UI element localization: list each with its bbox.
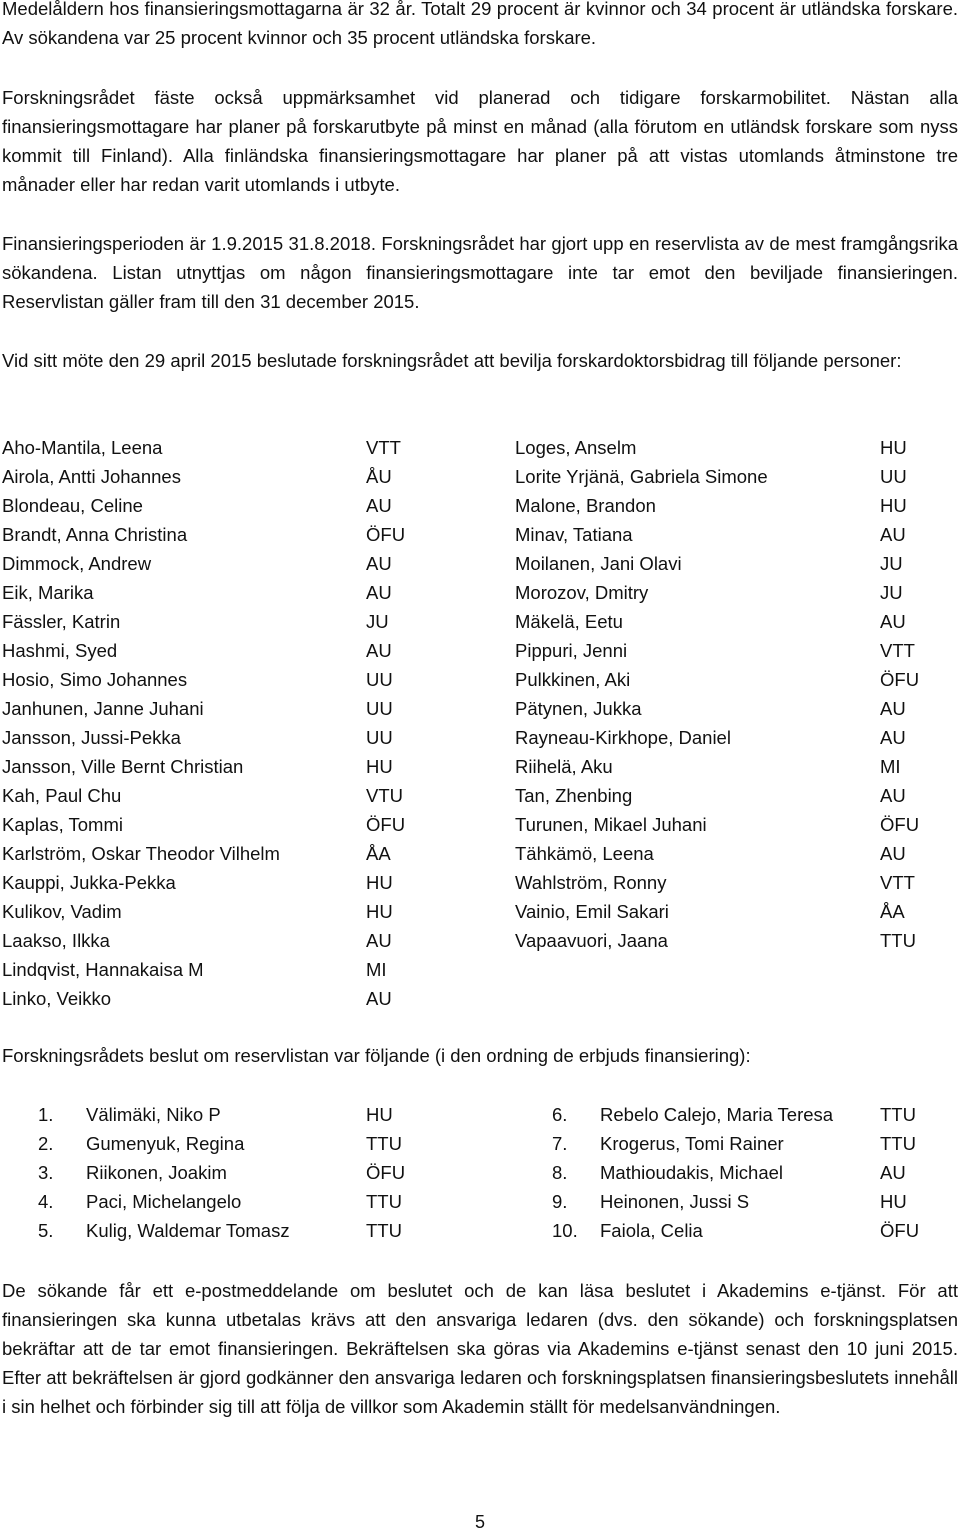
recipient-name: Pippuri, Jenni — [515, 640, 628, 661]
recipient-organization: ÖFU — [880, 669, 920, 690]
reserve-row — [2, 1129, 958, 1158]
recipient-name: Aho-Mantila, Leena — [2, 437, 163, 458]
recipient-name: Karlström, Oskar Theodor Vilhelm — [2, 843, 280, 864]
recipient-row — [2, 549, 958, 578]
recipient-organization: TTU — [880, 930, 916, 951]
recipient-row — [2, 433, 958, 462]
paragraph-decision: Vid sitt möte den 29 april 2015 beslutade forskningsrådet att bevilja forskardoktorsbidrag till följande personer: — [2, 350, 902, 371]
paragraph-funding-period: Finansieringsperioden är 1.9.2015 31.8.2018. Forskningsrådet har gjort upp en reservlista av de mest framgångsrika sökandena. Listan utnyttjas om någon finansieringsmottagare inte tar emot den beviljade finansieringen. Reservlistan gäller fram till den 31 december 2015. — [2, 233, 958, 312]
recipient-name: Kah, Paul Chu — [2, 785, 122, 806]
reserve-rank: 4. — [38, 1191, 54, 1212]
recipient-organization: VTT — [880, 872, 915, 893]
recipient-row — [2, 636, 958, 665]
recipient-name: Mäkelä, Eetu — [515, 611, 623, 632]
recipient-organization: UU — [880, 466, 907, 487]
recipient-organization: ÖFU — [366, 524, 406, 545]
recipient-row — [2, 810, 958, 839]
recipient-organization: AU — [880, 611, 906, 632]
reserve-name: Riikonen, Joakim — [86, 1162, 227, 1183]
reserve-rank: 9. — [552, 1191, 568, 1212]
recipient-name: Jansson, Ville Bernt Christian — [2, 756, 244, 777]
recipient-organization: HU — [366, 756, 393, 777]
recipient-organization: HU — [366, 872, 393, 893]
reserve-name: Faiola, Celia — [600, 1220, 703, 1241]
reserve-name: Gumenyuk, Regina — [86, 1133, 245, 1154]
recipient-organization: AU — [366, 553, 392, 574]
reserve-organization: TTU — [366, 1191, 402, 1212]
reserve-rank: 7. — [552, 1133, 568, 1154]
recipient-organization: AU — [880, 843, 906, 864]
recipient-name: Riihelä, Aku — [515, 756, 613, 777]
recipient-organization: HU — [366, 901, 393, 922]
recipient-organization: UU — [366, 727, 393, 748]
recipient-name: Turunen, Mikael Juhani — [515, 814, 707, 835]
recipient-name: Minav, Tatiana — [515, 524, 633, 545]
reserve-name: Mathioudakis, Michael — [600, 1162, 784, 1183]
recipient-organization: ÖFU — [880, 814, 920, 835]
recipient-name: Pätynen, Jukka — [515, 698, 642, 719]
recipient-name: Moilanen, Jani Olavi — [515, 553, 682, 574]
reserve-organization: ÖFU — [366, 1162, 406, 1183]
recipient-name: Kulikov, Vadim — [2, 901, 122, 922]
recipient-name: Pulkkinen, Aki — [515, 669, 631, 690]
reserve-row — [2, 1187, 958, 1216]
reserve-intro: Forskningsrådets beslut om reservlistan var följande (i den ordning de erbjuds finansiering): — [2, 1045, 751, 1066]
recipient-row — [2, 723, 958, 752]
recipient-name: Rayneau-Kirkhope, Daniel — [515, 727, 731, 748]
recipient-organization: VTT — [366, 437, 401, 458]
recipient-organization: AU — [880, 698, 906, 719]
recipient-organization: HU — [880, 495, 907, 516]
reserve-organization: TTU — [880, 1104, 916, 1125]
reserve-name: Välimäki, Niko P — [86, 1104, 221, 1125]
reserve-organization: TTU — [880, 1133, 916, 1154]
recipient-organization: MI — [366, 959, 387, 980]
reserve-organization: TTU — [366, 1220, 402, 1241]
recipient-name: Hosio, Simo Johannes — [2, 669, 188, 690]
recipient-row — [2, 839, 958, 868]
recipient-organization: AU — [880, 785, 906, 806]
recipient-name: Vapaavuori, Jaana — [515, 930, 668, 951]
reserve-name: Krogerus, Tomi Rainer — [600, 1133, 784, 1154]
recipient-name: Vainio, Emil Sakari — [515, 901, 669, 922]
reserve-name: Heinonen, Jussi S — [600, 1191, 750, 1212]
recipient-name: Janhunen, Janne Juhani — [2, 698, 204, 719]
recipient-name: Brandt, Anna Christina — [2, 524, 188, 545]
reserve-name: Rebelo Calejo, Maria Teresa — [600, 1104, 834, 1125]
recipient-organization: JU — [366, 611, 389, 632]
reserve-rank: 8. — [552, 1162, 568, 1183]
recipient-row — [2, 868, 958, 897]
recipient-row — [2, 955, 958, 984]
recipient-name: Lorite Yrjänä, Gabriela Simone — [515, 466, 768, 487]
reserve-row — [2, 1158, 958, 1187]
recipient-organization: AU — [880, 727, 906, 748]
paragraph-demographics: Medelåldern hos finansieringsmottagarna är 32 år. Totalt 29 procent är kvinnor och 34 procent är utländska forskare. Av sökandena var 25 procent kvinnor och 35 procent utländska forskare. — [2, 0, 958, 48]
reserve-rank: 2. — [38, 1133, 54, 1154]
recipient-name: Laakso, Ilkka — [2, 930, 110, 951]
recipient-organization: AU — [366, 495, 392, 516]
reserve-organization: TTU — [366, 1133, 402, 1154]
reserve-name: Paci, Michelangelo — [86, 1191, 242, 1212]
recipient-row — [2, 520, 958, 549]
paragraph-closing: De sökande får ett e-postmeddelande om beslutet och de kan läsa beslutet i Akademins e-tjänst. För att finansieringen ska kunna utbetalas krävs att den ansvariga ledaren (dvs. den sökande) och forskningsplatsen bekräftar att de tar emot finansieringen. Bekräftelsen ska göras via Akademins e-tjänst senast den 10 juni 2015. Efter att bekräftelsen är gjord godkänner den ansvariga ledaren och forskningsplatsen finansieringsbeslutets innehåll i sin helhet och förbinder sig till att följa de villkor som Akademin ställt för medelsanvändningen. — [2, 1280, 958, 1417]
reserve-rank: 10. — [552, 1220, 578, 1241]
recipient-name: Dimmock, Andrew — [2, 553, 152, 574]
reserve-rank: 5. — [38, 1220, 54, 1241]
recipient-organization: UU — [366, 698, 393, 719]
recipient-row — [2, 897, 958, 926]
recipient-name: Tähkämö, Leena — [515, 843, 654, 864]
paragraph-mobility: Forskningsrådet fäste också uppmärksamhet vid planerad och tidigare forskarmobilitet. Nästan alla finansieringsmottagare har planer på forskarutbyte på minst en månad (alla förutom en utländsk forskare som nyss kommit till Finland). Alla finländska finansieringsmottagare har planer på att vistas utomlands åtminstone tre månader eller har redan varit utomlands i utbyte. — [2, 87, 958, 195]
recipient-name: Loges, Anselm — [515, 437, 637, 458]
reserve-name: Kulig, Waldemar Tomasz — [86, 1220, 290, 1241]
recipient-name: Fässler, Katrin — [2, 611, 121, 632]
recipient-row — [2, 578, 958, 607]
recipient-name: Hashmi, Syed — [2, 640, 118, 661]
reserve-rank: 1. — [38, 1104, 54, 1125]
recipient-organization: AU — [366, 640, 392, 661]
recipient-organization: AU — [880, 524, 906, 545]
recipient-name: Blondeau, Celine — [2, 495, 143, 516]
recipient-organization: AU — [366, 582, 392, 603]
recipient-organization: ÅA — [880, 901, 905, 922]
recipient-name: Kauppi, Jukka-Pekka — [2, 872, 176, 893]
recipient-row — [2, 665, 958, 694]
recipient-organization: MI — [880, 756, 901, 777]
recipient-row — [2, 462, 958, 491]
recipient-name: Airola, Antti Johannes — [2, 466, 181, 487]
recipient-row — [2, 607, 958, 636]
recipient-row — [2, 752, 958, 781]
reserve-organization: HU — [366, 1104, 393, 1125]
reserve-row — [2, 1216, 958, 1245]
recipient-organization: HU — [880, 437, 907, 458]
reserve-row — [2, 1100, 958, 1129]
recipient-organization: UU — [366, 669, 393, 690]
recipient-name: Lindqvist, Hannakaisa M — [2, 959, 204, 980]
recipient-name: Morozov, Dmitry — [515, 582, 649, 603]
recipient-organization: JU — [880, 582, 903, 603]
reserve-rank: 6. — [552, 1104, 568, 1125]
recipient-name: Eik, Marika — [2, 582, 94, 603]
recipient-row — [2, 781, 958, 810]
recipient-organization: VTU — [366, 785, 403, 806]
recipient-organization: JU — [880, 553, 903, 574]
recipient-organization: ÖFU — [366, 814, 406, 835]
recipient-name: Jansson, Jussi-Pekka — [2, 727, 181, 748]
recipient-name: Kaplas, Tommi — [2, 814, 123, 835]
reserve-organization: ÖFU — [880, 1220, 920, 1241]
reserve-rank: 3. — [38, 1162, 54, 1183]
recipient-organization: AU — [366, 930, 392, 951]
recipient-organization: VTT — [880, 640, 915, 661]
recipient-organization: ÅU — [366, 466, 392, 487]
recipient-row — [2, 926, 958, 955]
recipient-name: Malone, Brandon — [515, 495, 656, 516]
recipient-organization: ÅA — [366, 843, 391, 864]
recipient-name: Wahlström, Ronny — [515, 872, 667, 893]
reserve-organization: AU — [880, 1162, 906, 1183]
recipient-name: Linko, Veikko — [2, 988, 112, 1009]
recipient-row — [2, 694, 958, 723]
recipient-organization: AU — [366, 988, 392, 1009]
reserve-organization: HU — [880, 1191, 907, 1212]
page-number: 5 — [474, 1512, 485, 1532]
recipient-row — [2, 491, 958, 520]
recipient-row — [2, 984, 958, 1013]
recipient-name: Tan, Zhenbing — [515, 785, 633, 806]
